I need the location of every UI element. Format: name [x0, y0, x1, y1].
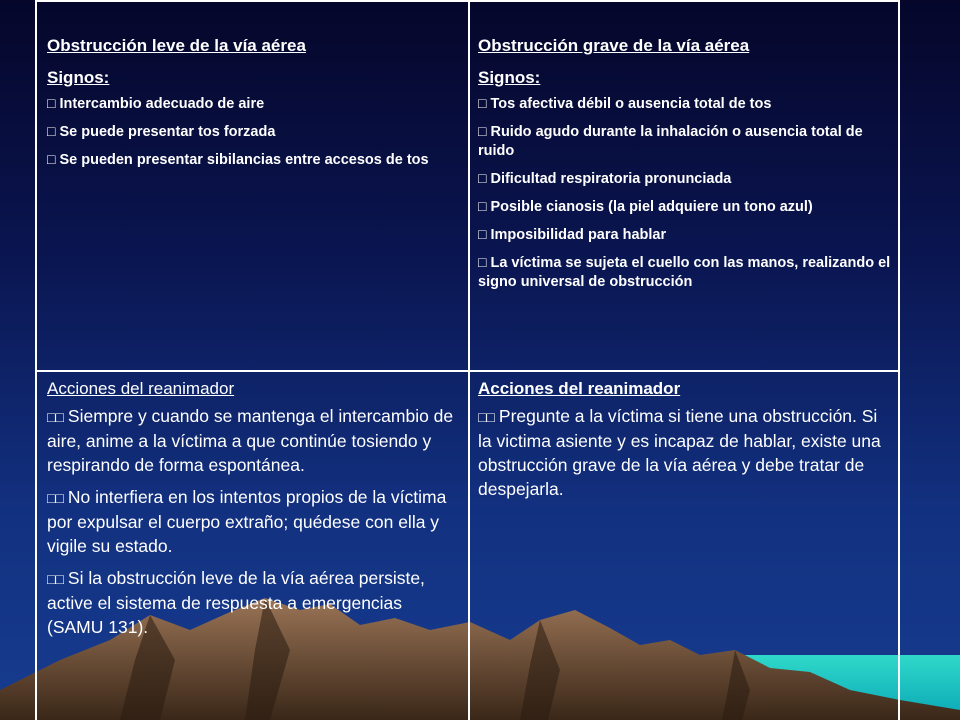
bullet-icon: □□: [47, 409, 64, 425]
severe-sign-item: □ La víctima se sujeta el cuello con las manos, realizando el signo universal de obstrucción: [478, 254, 891, 290]
severe-sign-item: □ Imposibilidad para hablar: [478, 226, 667, 243]
mild-obstruction-heading: Obstrucción leve de la vía aérea: [47, 36, 306, 55]
severe-sign-item: □ Posible cianosis (la piel adquiere un tono azul): [478, 198, 813, 215]
bullet-icon: □□: [47, 571, 64, 587]
mild-action-paragraph: □□ Siempre y cuando se mantenga el intercambio de aire, anime a la víctima a que continúe tosiendo y respirando de forma espontánea.: [47, 406, 454, 475]
severe-sign-item: □ Dificultad respiratoria pronunciada: [478, 170, 732, 187]
bullet-icon: □□: [478, 409, 495, 425]
mild-action-paragraph: □□ No interfiera en los intentos propios de la víctima por expulsar el cuerpo extraño; quédese con ella y vigile su estado.: [47, 487, 447, 556]
comparison-table: [35, 0, 900, 720]
mild-sign-item: □ Se puede presentar tos forzada: [47, 123, 276, 140]
bullet-icon: □: [47, 95, 56, 111]
bullet-icon: □: [478, 198, 487, 214]
severe-signs-label: Signos:: [478, 68, 541, 87]
severe-action-paragraph: □□ Pregunte a la víctima si tiene una obstrucción. Si la victima asiente y es incapaz de hablar, existe una obstrucción grave de la vía aérea y debe tratar de despejarla.: [478, 406, 881, 499]
severe-actions-cell: [478, 378, 893, 509]
mild-action-paragraph: □□ Si la obstrucción leve de la vía aérea persiste, active el sistema de respuesta a emergencias (SAMU 131).: [47, 568, 425, 637]
mild-signs-label: Signos:: [47, 68, 110, 87]
bullet-icon: □: [478, 95, 487, 111]
bullet-icon: □: [478, 254, 487, 270]
bullet-icon: □: [47, 151, 56, 167]
mild-actions-heading: Acciones del reanimador: [47, 379, 235, 398]
bullet-icon: □: [478, 226, 487, 242]
bullet-icon: □□: [47, 490, 64, 506]
mild-sign-item: □ Intercambio adecuado de aire: [47, 95, 265, 112]
severe-obstruction-cell: [478, 36, 893, 300]
mild-sign-item: □ Se pueden presentar sibilancias entre accesos de tos: [47, 151, 429, 168]
bullet-icon: □: [47, 123, 56, 139]
mild-actions-cell: [47, 378, 462, 647]
severe-obstruction-heading: Obstrucción grave de la vía aérea: [478, 36, 750, 55]
severe-sign-item: □ Tos afectiva débil o ausencia total de tos: [478, 95, 772, 112]
mild-obstruction-cell: [47, 36, 462, 178]
severe-actions-heading: Acciones del reanimador: [478, 379, 681, 398]
row-divider: [37, 370, 898, 372]
severe-sign-item: □ Ruido agudo durante la inhalación o ausencia total de ruido: [478, 123, 863, 159]
bullet-icon: □: [478, 123, 487, 139]
bullet-icon: □: [478, 170, 487, 186]
column-divider: [468, 0, 470, 720]
